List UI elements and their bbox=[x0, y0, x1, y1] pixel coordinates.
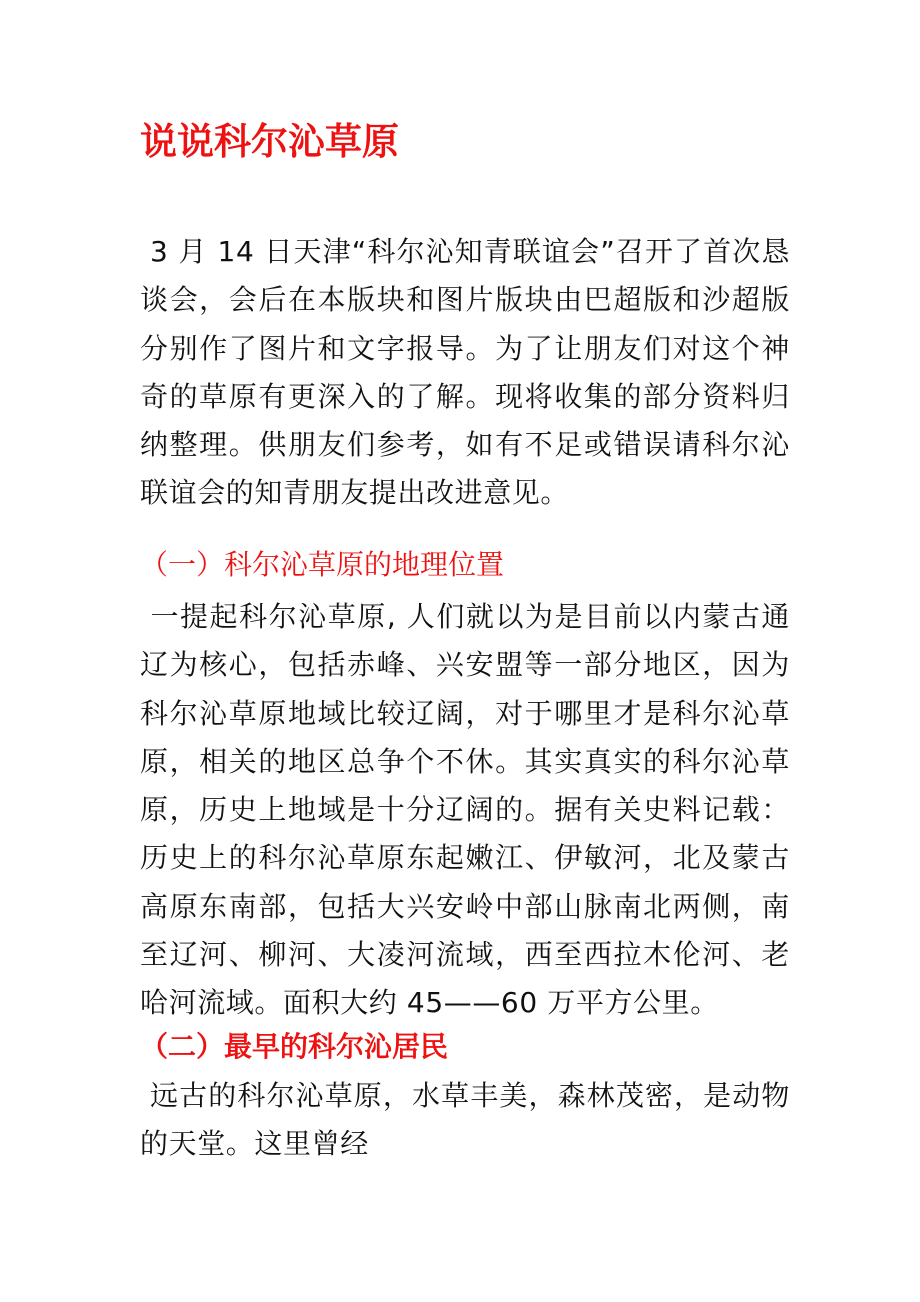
section-body-geography: 一提起科尔沁草原, 人们就以为是目前以内蒙古通辽为核心，包括赤峰、兴安盟等一部分地区，因为科尔沁草原地域比较辽阔，对于哪里才是科尔沁草原，相关的地区总争个不休。其实真实的科尔沁草原，历史上地域是十分辽阔的。据有关史料记载：历史上的科尔沁草原东起嫩江、伊敏河，北及蒙古高原东南部，包括大兴安岭中部山脉南北两侧，南至辽河、柳河、大凌河流域，西至西拉木伦河、老哈河流域。面积大约 45——60 万平方公里。 bbox=[140, 600, 790, 1020]
document-title: 说说科尔沁草原 bbox=[140, 120, 399, 163]
section-body-early-residents: 远古的科尔沁草原，水草丰美，森林茂密，是动物的天堂。这里曾经 bbox=[140, 1079, 790, 1161]
section-heading-geography: （一）科尔沁草原的地理位置 bbox=[140, 548, 505, 581]
intro-paragraph: 3 月 14 日天津“科尔沁知青联谊会”召开了首次恳谈会，会后在本版块和图片版块由巴超版和沙超版分别作了图片和文字报导。为了让朋友们对这个神奇的草原有更深入的了解。现将收集的部分资料归纳整理。供朋友们参考，如有不足或错误请科尔沁联谊会的知青朋友提出改进意见。 bbox=[140, 235, 790, 510]
section-heading-early-residents: （二）最早的科尔沁居民 bbox=[140, 1030, 449, 1063]
